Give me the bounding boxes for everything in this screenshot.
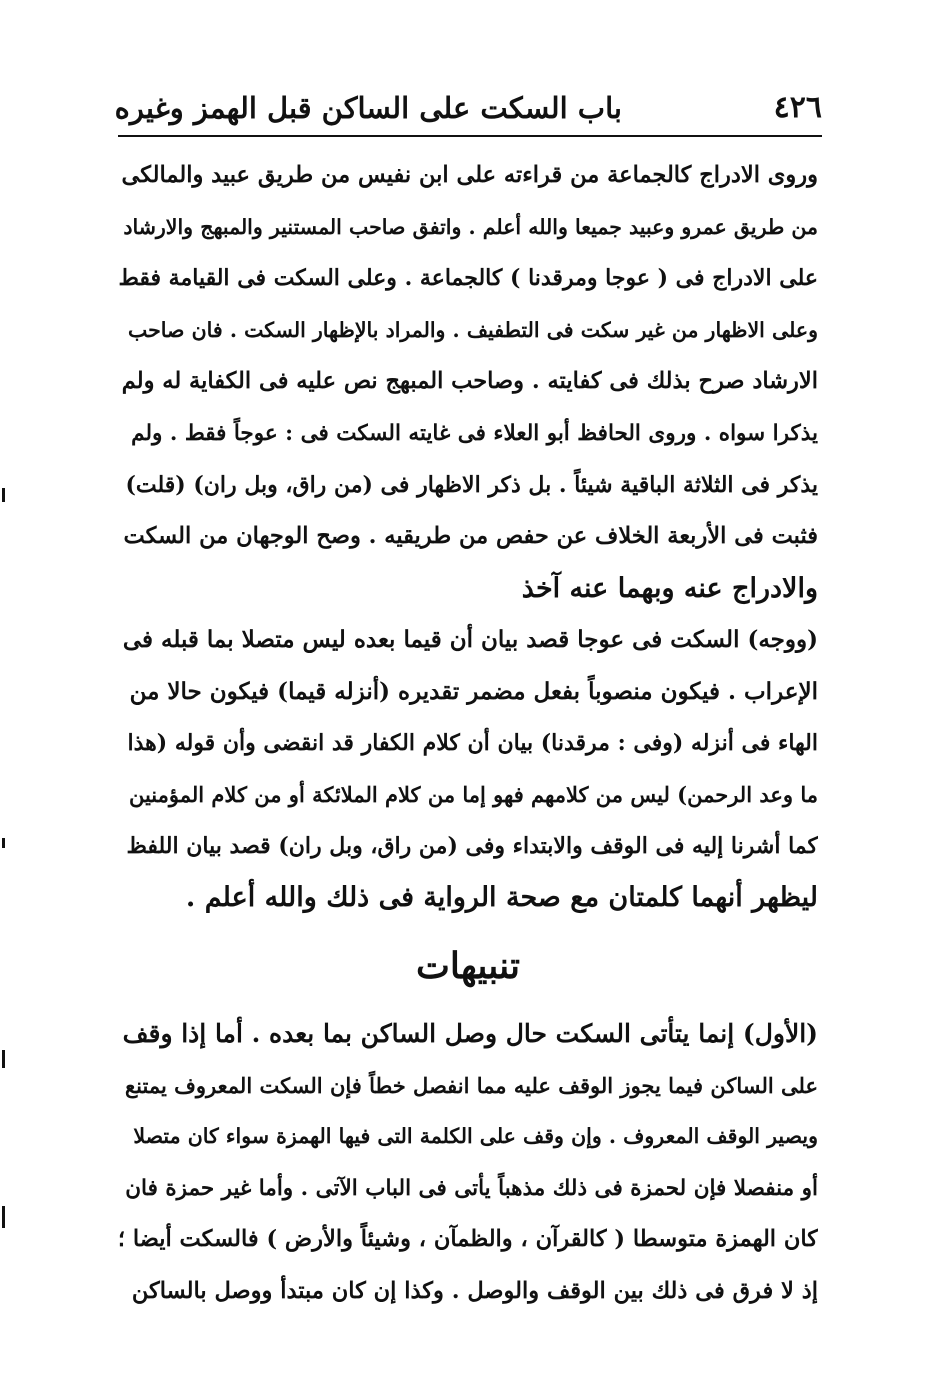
section-heading: تنبيهات <box>415 944 521 987</box>
scan-edge-mark <box>2 1050 5 1068</box>
text-line: ما وعد الرحمن) ليس من كلامهم فهو إما من كلام الملائكة أو من كلام المؤمنين <box>128 782 818 808</box>
text-line: على الادراج فى ( عوجا ومرقدنا ) كالجماعة . وعلى السكت فى القيامة فقط <box>118 265 818 292</box>
text-line: يذكر فى الثلاثة الباقية شيئاً . بل ذكر الاظهار فى (من راق، وبل ران) (قلت) <box>125 471 818 498</box>
text-line: يذكرا سواه . وروى الحافظ أبو العلاء فى غايته السكت فى : عوجاً فقط . ولم <box>131 420 818 446</box>
running-title: باب السكت على الساكن قبل الهمز وغيره <box>114 91 622 125</box>
page-number: ٤٢٦ <box>773 90 822 125</box>
text-line: (الأول) إنما يتأتى السكت حال وصل الساكن بما بعده . أما إذا وقف <box>122 1018 818 1048</box>
text-line: كما أشرنا إليه فى الوقف والابتداء وفى (من راق، وبل ران) قصد بيان اللفظ <box>126 832 818 859</box>
text-line: من طريق عمرو وعبيد جميعا والله أعلم . واتفق صاحب المستنير والمبهج والارشاد <box>123 214 818 239</box>
text-line: والادراج عنه وبهما عنه آخذ <box>521 572 818 604</box>
header-rule <box>118 135 822 137</box>
scan-edge-mark <box>2 838 5 848</box>
text-line: (ووجه) السكت فى عوجا قصد بيان أن قيما بعده ليس متصلا بما قبله فى <box>122 626 818 654</box>
text-line: على الساكن فيما يجوز الوقف عليه مما انفصل خطاً فإن السكت المعروف يمتنع <box>125 1072 818 1098</box>
text-line: كان الهمزة متوسطا ( كالقرآن ، والظمآن ، وشيئاً والأرض ) فالسكت أيضا ؛ <box>118 1226 818 1253</box>
body-text <box>118 150 818 1317</box>
scan-edge-mark <box>2 488 5 502</box>
text-line: الارشاد صرح بذلك فى كفايته . وصاحب المبهج نص عليه فى الكفاية له ولم <box>121 368 818 395</box>
page-header <box>114 86 822 130</box>
text-line: وعلى الاظهار من غير سكت فى التطفيف . والمراد بالإظهار السكت . فان صاحب <box>127 317 818 342</box>
text-line: فثبت فى الأربعة الخلاف عن حفص من طريقيه . وصح الوجهان من السكت <box>123 523 818 550</box>
text-line: أو منفصلا فإن لحمزة فى ذلك مذهباً يأتى فى الباب الآتى . وأما غير حمزة فان <box>125 1175 818 1201</box>
scan-edge-mark <box>2 1206 5 1228</box>
text-line: إذ لا فرق فى ذلك بين الوقف والوصل . وكذا إن كان مبتدأ ووصل بالساكن <box>131 1277 818 1304</box>
text-line: وروى الادراج كالجماعة من قراءته على ابن نفيس من طريق عبيد والمالكى <box>121 162 818 188</box>
text-line: ويصير الوقف المعروف . وإن وقف على الكلمة التى فيها الهمزة سواء كان متصلا <box>133 1124 818 1149</box>
text-line: الهاء فى أنزله (وفى : مرقدنا) بيان أن كلام الكفار قد انقضى وأن قوله (هذا <box>127 729 818 756</box>
text-line: ليظهر أنهما كلمتان مع صحة الرواية فى ذلك والله أعلم . <box>185 882 818 914</box>
text-line: الإعراب . فيكون منصوباً بفعل مضمر تقديره (أنزله قيما) فيكون حالا من <box>129 677 818 705</box>
